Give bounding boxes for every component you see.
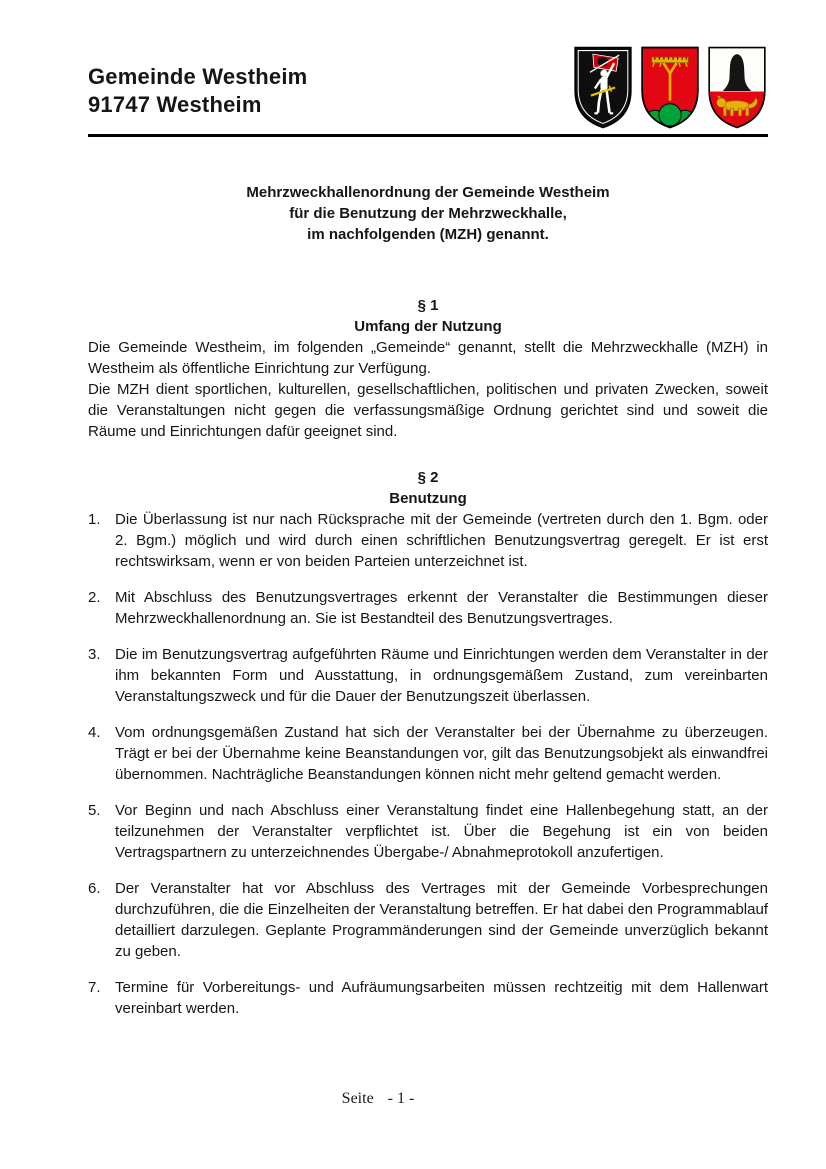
list-item-text: Mit Abschluss des Benutzungsvertrages erkennt der Veranstalter die Bestimmungen dieser Mehrzweckhallenordnung an. Sie ist Bestandteil des Benutzungsvertrages.: [115, 589, 768, 627]
org-address: 91747 Westheim: [88, 92, 262, 117]
section-paragraph-1: [88, 295, 768, 442]
list-item-text: Die Überlassung ist nur nach Rücksprache mit der Gemeinde (vertreten durch den 1. Bgm. oder 2. Bgm.) möglich und wird durch einen schriftlichen Benutzungsvertrag geregelt. Er ist erst rechtswirksam, wenn er von beiden Parteien unterzeichnet ist.: [115, 511, 768, 570]
section-heading: Umfang der Nutzung: [354, 318, 502, 335]
coat-of-arms-group: [572, 45, 768, 130]
title-line: für die Benutzung der Mehrzweckhalle,: [289, 205, 567, 222]
body-paragraph: Die Gemeinde Westheim, im folgenden „Gemeinde“ genannt, stellt die Mehrzweckhalle (MZH) in Westheim als öffentliche Einrichtung zur Verfügung.: [88, 339, 768, 377]
list-item-number: 4.: [88, 724, 101, 741]
ordinance-list: [88, 509, 768, 1019]
list-item-number: 7.: [88, 979, 101, 996]
list-item: [88, 977, 768, 1019]
list-item: [88, 800, 768, 863]
org-name: Gemeinde Westheim: [88, 64, 308, 89]
section-paragraph-2: [88, 467, 768, 1019]
list-item-number: 5.: [88, 802, 101, 819]
section-number: § 1: [417, 297, 439, 314]
list-item: [88, 644, 768, 707]
list-item: [88, 509, 768, 572]
bell-and-lion-crest-icon: [706, 45, 768, 130]
list-item-text: Termine für Vorbereitungs- und Aufräumungsarbeiten müssen rechtzeitig mit dem Hallenwart vereinbart werden.: [115, 979, 768, 1017]
list-item: [88, 722, 768, 785]
list-item-text: Die im Benutzungsvertrag aufgeführten Räume und Einrichtungen werden dem Veranstalter in der ihm bekannten Form und Ausstattung, in ordnungsgemäßem Zustand, zum vereinbarten Veranstaltungszweck und für die Dauer der Benutzungszeit überlassen.: [115, 646, 768, 705]
page-footer: [0, 1090, 756, 1108]
list-item-number: 6.: [88, 880, 101, 897]
wild-man-banner-crest-icon: [572, 45, 634, 130]
section-heading: Benutzung: [389, 490, 467, 507]
letterhead-divider-rule: [88, 134, 768, 137]
list-item-text: Vor Beginn und nach Abschluss einer Veranstaltung findet eine Hallenbegehung statt, an der teilzunehmen der Veranstalter verpflichtet ist. Über die Begehung ist ein von beiden Vertragspartnern zu unterzeichnendes Übergabe-/ Abnahmeprotokoll anzufertigen.: [115, 802, 768, 861]
list-item-text: Der Veranstalter hat vor Abschluss des Vertrages mit der Gemeinde Vorbesprechungen durchzuführen, die die Einzelheiten der Veranstaltung betreffen. Er hat dabei den Programmablauf detailliert darzulegen. Geplante Programmänderungen sind der Gemeinde unverzüglich bekannt zu geben.: [115, 880, 768, 960]
section-number: § 2: [417, 469, 439, 486]
golden-harrow-crest-icon: [639, 45, 701, 130]
sender-block: [88, 63, 307, 119]
body-paragraph: Die MZH dient sportlichen, kulturellen, gesellschaftlichen, politischen und privaten Zwecken, soweit die Veranstaltungen nicht gegen die verfassungsmäßige Ordnung gerichtet sind und soweit die Räume und Einrichtungen dafür geeignet sind.: [88, 381, 768, 440]
list-item-number: 3.: [88, 646, 101, 663]
document-title: [88, 182, 768, 245]
list-item: [88, 878, 768, 962]
letterhead: [88, 63, 768, 119]
title-line: im nachfolgenden (MZH) genannt.: [307, 226, 549, 243]
footer-label: Seite: [341, 1090, 374, 1107]
list-item: [88, 587, 768, 629]
list-item-number: 2.: [88, 589, 101, 606]
list-item-text: Vom ordnungsgemäßen Zustand hat sich der Veranstalter bei der Übernahme zu überzeugen. Trägt er bei der Übernahme keine Beanstandungen vor, gilt das Benutzungsobjekt als einwandfrei übernommen. Nachträgliche Beanstandungen können nicht mehr geltend gemacht werden.: [115, 724, 768, 783]
page-number: - 1 -: [387, 1090, 415, 1107]
title-line: Mehrzweckhallenordnung der Gemeinde Westheim: [246, 184, 610, 201]
list-item-number: 1.: [88, 511, 101, 528]
